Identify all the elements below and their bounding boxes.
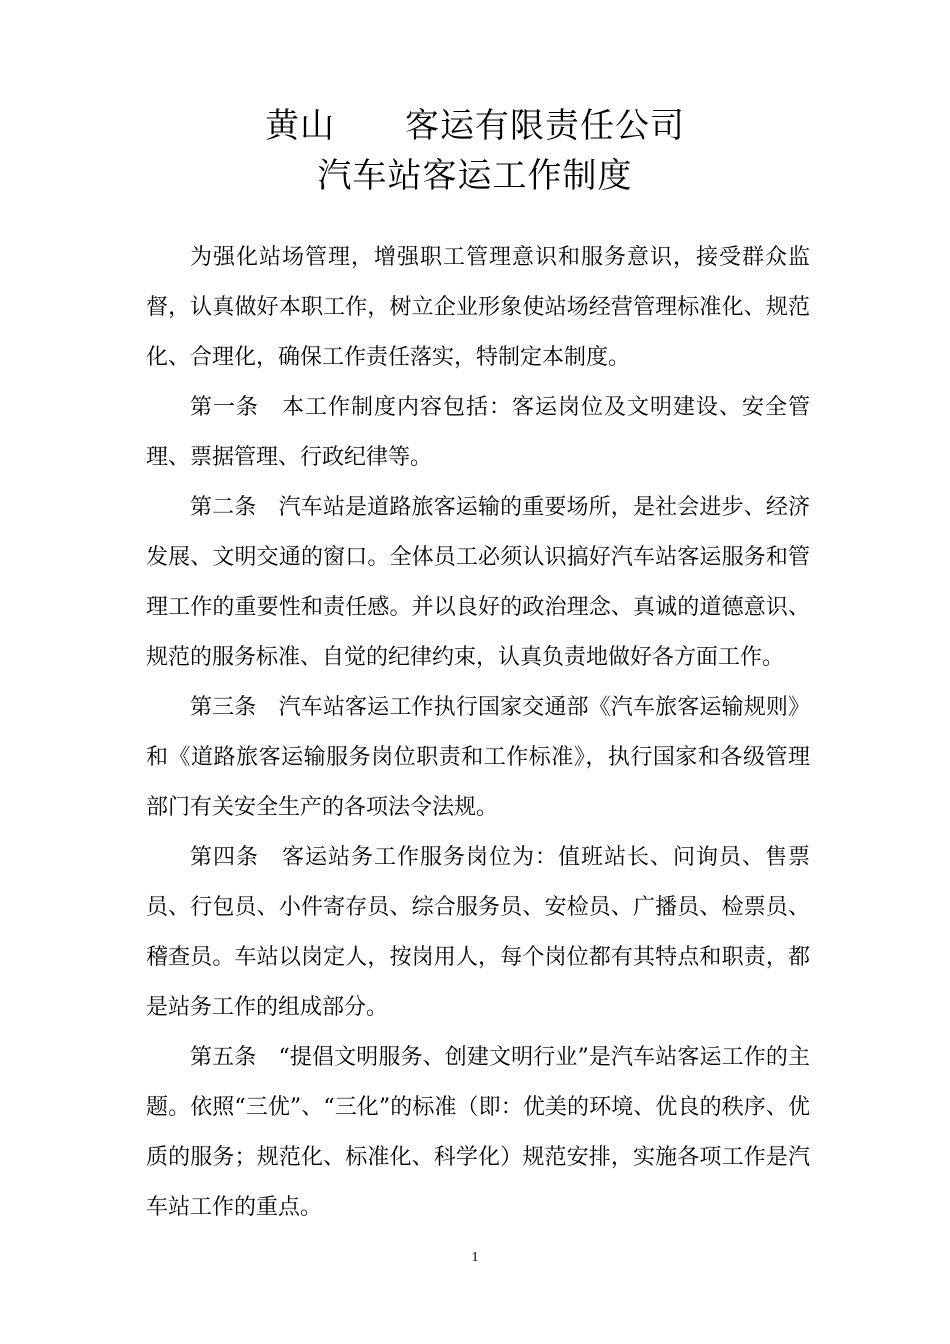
- document-title-line-1: 黄山 客运有限责任公司: [265, 106, 685, 146]
- document-title-line-2: 汽车站客运工作制度: [317, 156, 633, 196]
- paragraph-article-2: 第二条 汽车站是道路旅客运输的重要场所，是社会进步、经济发展、文明交通的窗口。全体员工必须认识搞好汽车站客运服务和管理工作的重要性和责任感。并以良好的政治理念、真诚的道德意识、规范的服务标准、自觉的纪律约束，认真负责地做好各方面工作。: [146, 495, 810, 670]
- paragraph-article-3: 第三条 汽车站客运工作执行国家交通部《汽车旅客运输规则》和《道路旅客运输服务岗位职责和工作标准》，执行国家和各级管理部门有关安全生产的各项法令法规。: [146, 695, 810, 820]
- page-number: 1: [471, 1250, 479, 1265]
- paragraph-article-5: 第五条 “提倡文明服务、创建文明行业”是汽车站客运工作的主题。依照“三优”、“三化”的标准（即：优美的环境、优良的秩序、优质的服务；规范化、标准化、科学化）规范安排，实施各项工作是汽车站工作的重点。: [146, 1045, 810, 1220]
- paragraph-intro: 为强化站场管理，增强职工管理意识和服务意识，接受群众监督，认真做好本职工作，树立企业形象使站场经营管理标准化、规范化、合理化，确保工作责任落实，特制定本制度。: [146, 245, 810, 370]
- paragraph-article-1: 第一条 本工作制度内容包括：客运岗位及文明建设、安全管理、票据管理、行政纪律等。: [146, 395, 810, 470]
- document-body: [146, 233, 810, 1233]
- paragraph-article-4: 第四条 客运站务工作服务岗位为：值班站长、问询员、售票员、行包员、小件寄存员、综合服务员、安检员、广播员、检票员、稽查员。车站以岗定人，按岗用人，每个岗位都有其特点和职责，都是站务工作的组成部分。: [146, 845, 810, 1020]
